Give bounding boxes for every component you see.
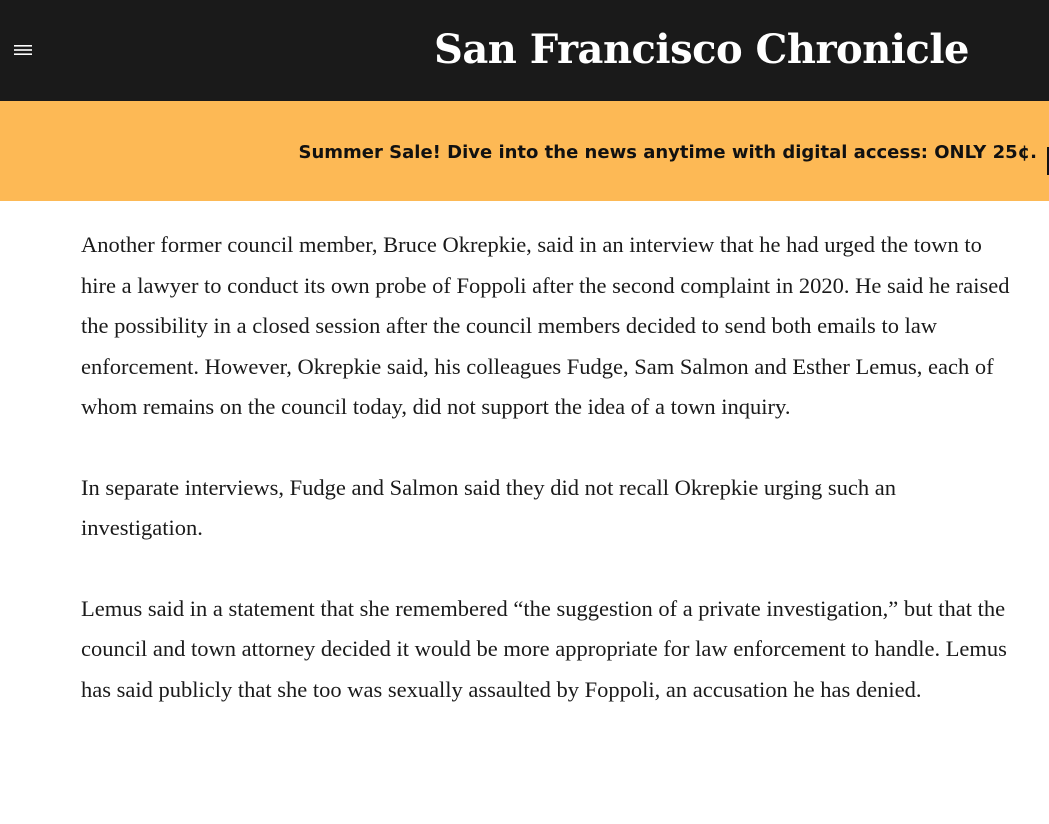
site-logo[interactable]: San Francisco Chronicle [433, 26, 969, 73]
article-paragraph: Lemus said in a statement that she remembered “the suggestion of a private investigation,” but that the council and town attorney decided it would be more appropriate for law enforcement to handle. Lemus has said publicly that she too was sexually assaulted by Foppoli, an accusation he has denied. [81, 595, 1007, 702]
promo-text[interactable]: Summer Sale! Dive into the news anytime with digital access: ONLY 25¢. [298, 142, 1037, 163]
menu-button[interactable] [8, 35, 38, 65]
hamburger-menu-icon [14, 44, 32, 56]
site-header [0, 0, 1049, 101]
article-body [81, 225, 1011, 750]
article-paragraph: In separate interviews, Fudge and Salmon said they did not recall Okrepkie urging such an investigation. [81, 474, 896, 540]
article-paragraph: Another former council member, Bruce Okrepkie, said in an interview that he had urged the town to hire a lawyer to conduct its own probe of Foppoli after the second complaint in 2020. He said he raised the possibility in a closed session after the council members decided to send both emails to law enforcement. However, Okrepkie said, his colleagues Fudge, Sam Salmon and Esther Lemus, each of whom remains on the council today, did not support the idea of a town inquiry. [81, 232, 1010, 419]
promo-banner[interactable] [0, 101, 1049, 201]
